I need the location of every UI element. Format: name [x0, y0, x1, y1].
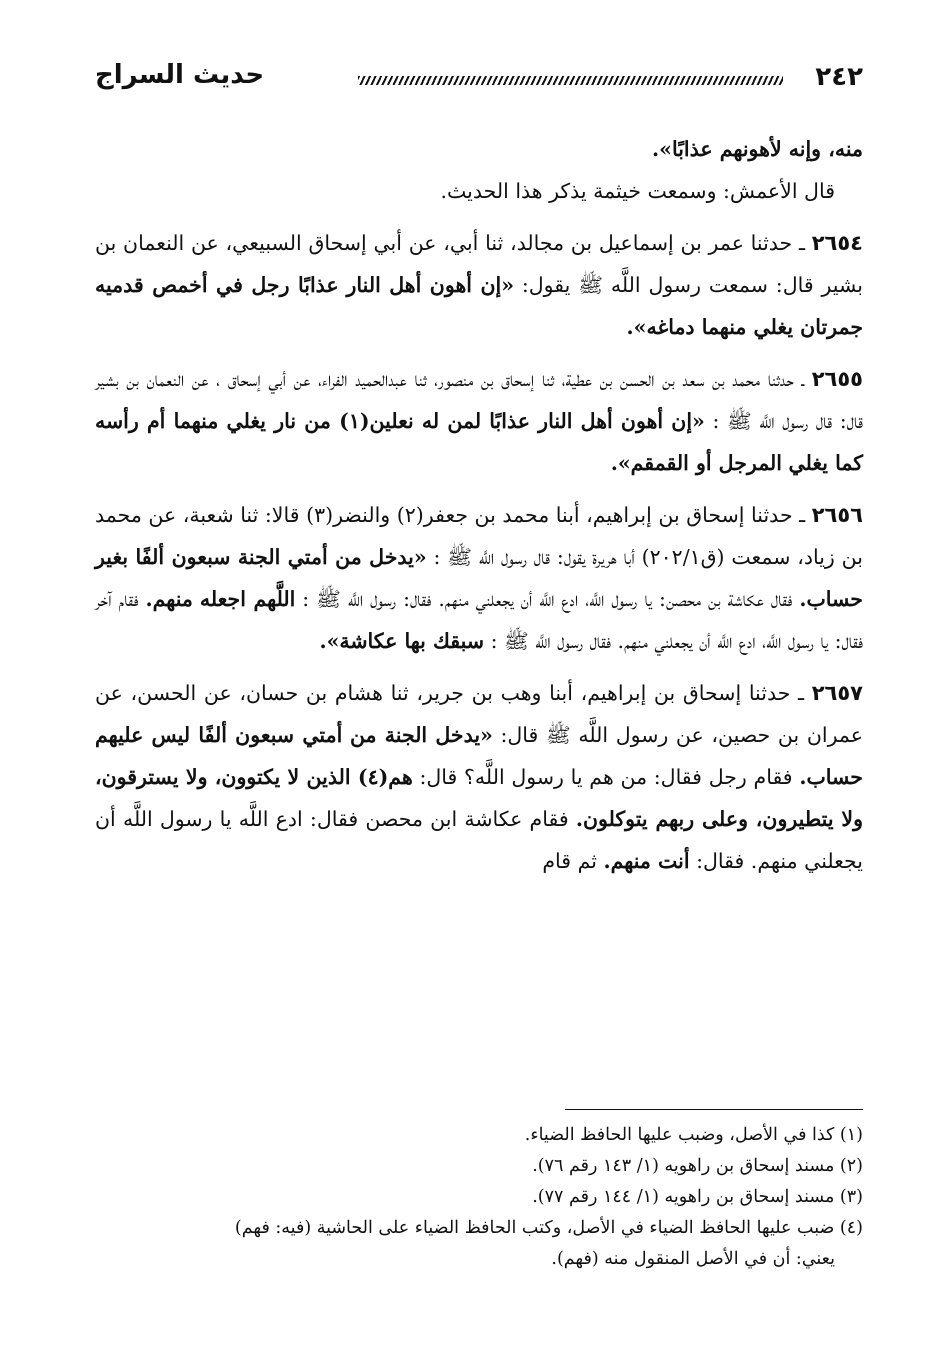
text-segment: عن النعمان بن بشير قال: سمعت رسول اللَّه ﷺ يقول:	[95, 231, 863, 297]
paragraph	[95, 672, 863, 882]
paragraph	[95, 170, 863, 212]
text-segment: رسول اللَّه، ادع اللَّه أن يجعلني منهم. فقال: رسول اللَّه ﷺ :	[295, 587, 638, 611]
text-segment: ثم قام	[542, 849, 604, 873]
footnote: (٤) ضبب عليها الحافظ الضياء في الأصل، وكتب الحافظ الضياء على الحاشية (فيه: فهم)	[234, 1218, 863, 1238]
hadith-text-bold: «يدخل الجنة من	[349, 723, 493, 747]
hadith-text-bold: «إن أهون أهل النار عذابًا لمن له نعلين(١) من نار يغلي منهما أم رأسه كما يغلي	[95, 409, 863, 475]
paragraph	[95, 358, 863, 484]
footnotes	[95, 1120, 863, 1275]
hadith-number: ٢٦٥٧	[811, 681, 863, 705]
text-segment: قال الأعمش: وسمعت خيثمة يذكر هذا الحديث.	[440, 179, 835, 203]
hadith-text-bold: «يدخل من أمتي الجنة سبعون ألفًا بغير حساب.	[95, 545, 863, 611]
hadith-number: ٢٦٥٤	[811, 231, 863, 255]
text-segment: ـ حدثنا إسحاق بن إبراهيم، أبنا وهب بن جرير، ثنا هشام بن حسان،	[239, 681, 812, 705]
footnote: (٢) مسند إسحاق بن راهويه (١/ ١٤٣ رقم ٧٦).	[532, 1156, 863, 1176]
running-title: حديث السراج	[95, 60, 265, 90]
paragraph	[95, 222, 863, 348]
main-text	[95, 128, 863, 882]
hadith-text-bold: أنت منهم.	[603, 849, 690, 873]
text-segment: فقال عكاشة بن محصن: يا	[644, 587, 800, 611]
text-segment: شعبة، عن محمد بن زياد، سمعت (ق٢٠٢/١) أبا هريرة يقول: قال رسول اللَّه	[95, 503, 863, 569]
footnote: (١) كذا في الأصل، وضبب عليها الحافظ الضياء.	[524, 1125, 863, 1145]
text-segment: عبدالحميد الفراء، عن أبي إسحاق ، عن النعمان بن بشير قال: قال رسول اللَّه	[95, 367, 863, 433]
text-segment: ﷺ :	[426, 545, 472, 569]
hadith-number: ٢٦٥٦	[811, 503, 863, 527]
text-segment: ـ حدثنا إسحاق بن إبراهيم، أبنا محمد بن جعفر(٢) والنضر(٣) قالا: ثنا	[240, 503, 812, 527]
hadith-text-bold: «إن أهون أهل النار	[346, 273, 515, 297]
text-segment: عن الحسن، عن عمران بن حصين، عن رسول اللَّه ﷺ قال:	[95, 681, 863, 747]
page-header	[95, 58, 863, 98]
hadith-number: ٢٦٥٥	[811, 367, 863, 391]
header-decorative-rule	[358, 76, 783, 85]
text-segment: ﷺ :	[484, 629, 529, 653]
page-number: ٢٤٢	[815, 62, 863, 92]
hadith-text-bold: اللَّهم اجعله	[199, 587, 296, 611]
hadith-text-bold: أمتي سبعون ألفًا ليس عليهم حساب.	[95, 723, 863, 789]
hadith-text-bold: منهم.	[145, 587, 193, 611]
text-segment: ـ حدثنا محمد بن سعد بن الحسن بن عطية، ثنا إسحاق بن منصور، ثنا	[414, 367, 812, 391]
text-segment: ﷺ :	[704, 409, 752, 433]
text-segment: ابن محصن فقال: ادع اللَّه يا رسول اللَّه أن يجعلني منهم. فقال:	[95, 807, 863, 873]
text-segment: فقام عكاشة	[464, 807, 576, 831]
text-segment: فقام رجل فقال: من هم يا رسول اللَّه؟ قال:	[419, 765, 800, 789]
footnote: (٣) مسند إسحاق بن راهويه (١/ ١٤٤ رقم ٧٧).	[532, 1187, 863, 1207]
paragraph	[95, 128, 863, 170]
footnote: يعني: أن في الأصل المنقول منه (فهم).	[551, 1249, 835, 1269]
hadith-text-bold: عذابًا رجل في أخمص قدميه جمرتان يغلي منهما دماغه».	[95, 273, 863, 339]
paragraph	[95, 494, 863, 662]
footnote-separator	[565, 1109, 863, 1110]
text-segment: فقام آخر فقال: يا رسول اللَّه، ادع اللَّه أن يجعلني منهم. فقال رسول اللَّه	[95, 587, 863, 653]
text-segment: ـ حدثنا عمر بن إسماعيل بن مجالد، ثنا أبي، عن أبي إسحاق السبيعي،	[225, 231, 812, 255]
hadith-text-bold: هم(٤) الذين لا يكتوون، ولا يسترقون، ولا يتطيرون، وعلى ربهم يتوكلون.	[95, 765, 863, 831]
hadith-text-bold: منه، وإنه لأهونهم عذابًا».	[652, 137, 863, 161]
hadith-text-bold: المرجل أو القمقم».	[610, 451, 782, 475]
hadith-text-bold: سبقك بها عكاشة».	[319, 629, 485, 653]
